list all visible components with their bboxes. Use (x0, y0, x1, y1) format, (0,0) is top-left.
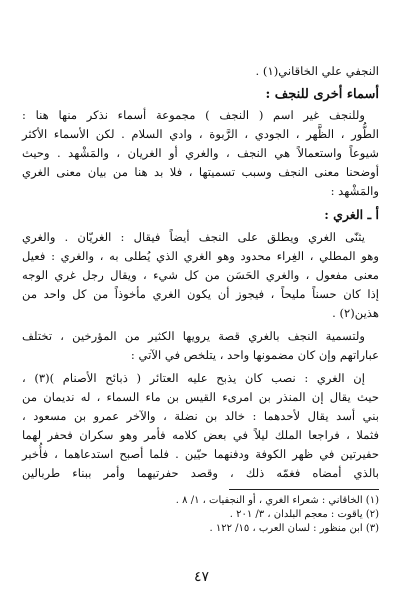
paragraph-line: بني أسد يقال لأحدهما : خالد بن نضلة ، والآخر عمرو بن مسعود ، (22, 409, 379, 423)
paragraph-line: والمَشْهد : (330, 184, 379, 198)
paragraph-2 (22, 228, 379, 323)
footnotes (22, 494, 379, 536)
paragraph-1 (22, 106, 379, 201)
paragraph-line: حيث يقال إن المنذر بن امرىء القيس بن ماء السماء ، له نديمان من (22, 390, 379, 404)
subsection-title: أ ـ الغري : (324, 207, 379, 222)
paragraph-line: معنى مفعول ، والغري الحَسَن من كل شيء ، ويقال رجل غري الوجه (22, 268, 379, 282)
footnote-separator (229, 489, 379, 490)
paragraph-3 (22, 327, 379, 365)
paragraph-line: إذا كان حسناً مليحاً ، فيجوز أن يكون الغري مأخوذاً من كل واحد من (22, 287, 379, 301)
footnote: (٢) ياقوت : معجم البلدان ، ٣/ ٢٠١ . (229, 509, 379, 520)
paragraph-line: شيوعاً واستعمالاً هي النجف ، والغري أو الغريان ، والمَشْهد . وحيث (22, 146, 379, 160)
paragraph-line: أوضحنا معنى النجف وسبب تسميتها ، فلا بد هنا من بيان معنى الغري (22, 165, 379, 179)
paragraph-line: الطُّور ، الظَّهر ، الجودي ، الرَّبوة ، وادي السلام . لكن الأسماء الأكثر (22, 127, 379, 141)
page-number: ٤٧ (193, 569, 210, 585)
paragraph-line: إن الغري : نصب كان يذبح عليه العتائر ( ذبائح الأصنام )(٣) ، (22, 371, 365, 385)
paragraph-line: وللنجف غير اسم ( النجف ) مجموعة أسماء نذكر منها هنا : (22, 108, 365, 122)
paragraph-line: ولتسمية النجف بالغري قصة يرويها الكثير من المؤرخين ، تختلف (22, 329, 365, 343)
paragraph-line: بالذي أمضاه فغمّه ذلك ، وقصد حفرتيهما وأمر ببناء طربالين (22, 466, 379, 480)
paragraph-4 (22, 369, 379, 483)
footnote: (٣) ابن منظور : لسان العرب ، ١٥/ ١٢٢ . (209, 523, 379, 534)
paragraph-line: عباراتهم وإن كان مضمونها واحد ، يتلخص في الآتي : (130, 348, 379, 362)
paragraph-line: حفيرتين في ظهر الكوفة ودفنهما حيّين . فلما أصبح استدعاهما ، فأُخبر (22, 447, 379, 461)
section-title: أسماء أخرى للنجف : (265, 87, 379, 102)
intro-line: النجفي علي الخاقاني(١) . (255, 64, 379, 78)
paragraph-line: فثملا ، فراجعا الملك ليلاً في بعض كلامه فأمر وهو سكران فحفر لهما (22, 428, 379, 442)
footnote: (١) الخاقاني : شعراء الغري ، أو النجفيات ، ١/ ٨ . (175, 495, 379, 506)
paragraph-line: يثنّى الغري ويطلق على النجف أيضاً فيقال : الغريّان . والغري (22, 230, 365, 244)
paragraph-line: هذين(٢) . (332, 306, 379, 320)
paragraph-line: وهو المطلي ، الغِراء محدود وهو الغري الذي يُطلى به ، والغري : فعيل (22, 249, 379, 263)
